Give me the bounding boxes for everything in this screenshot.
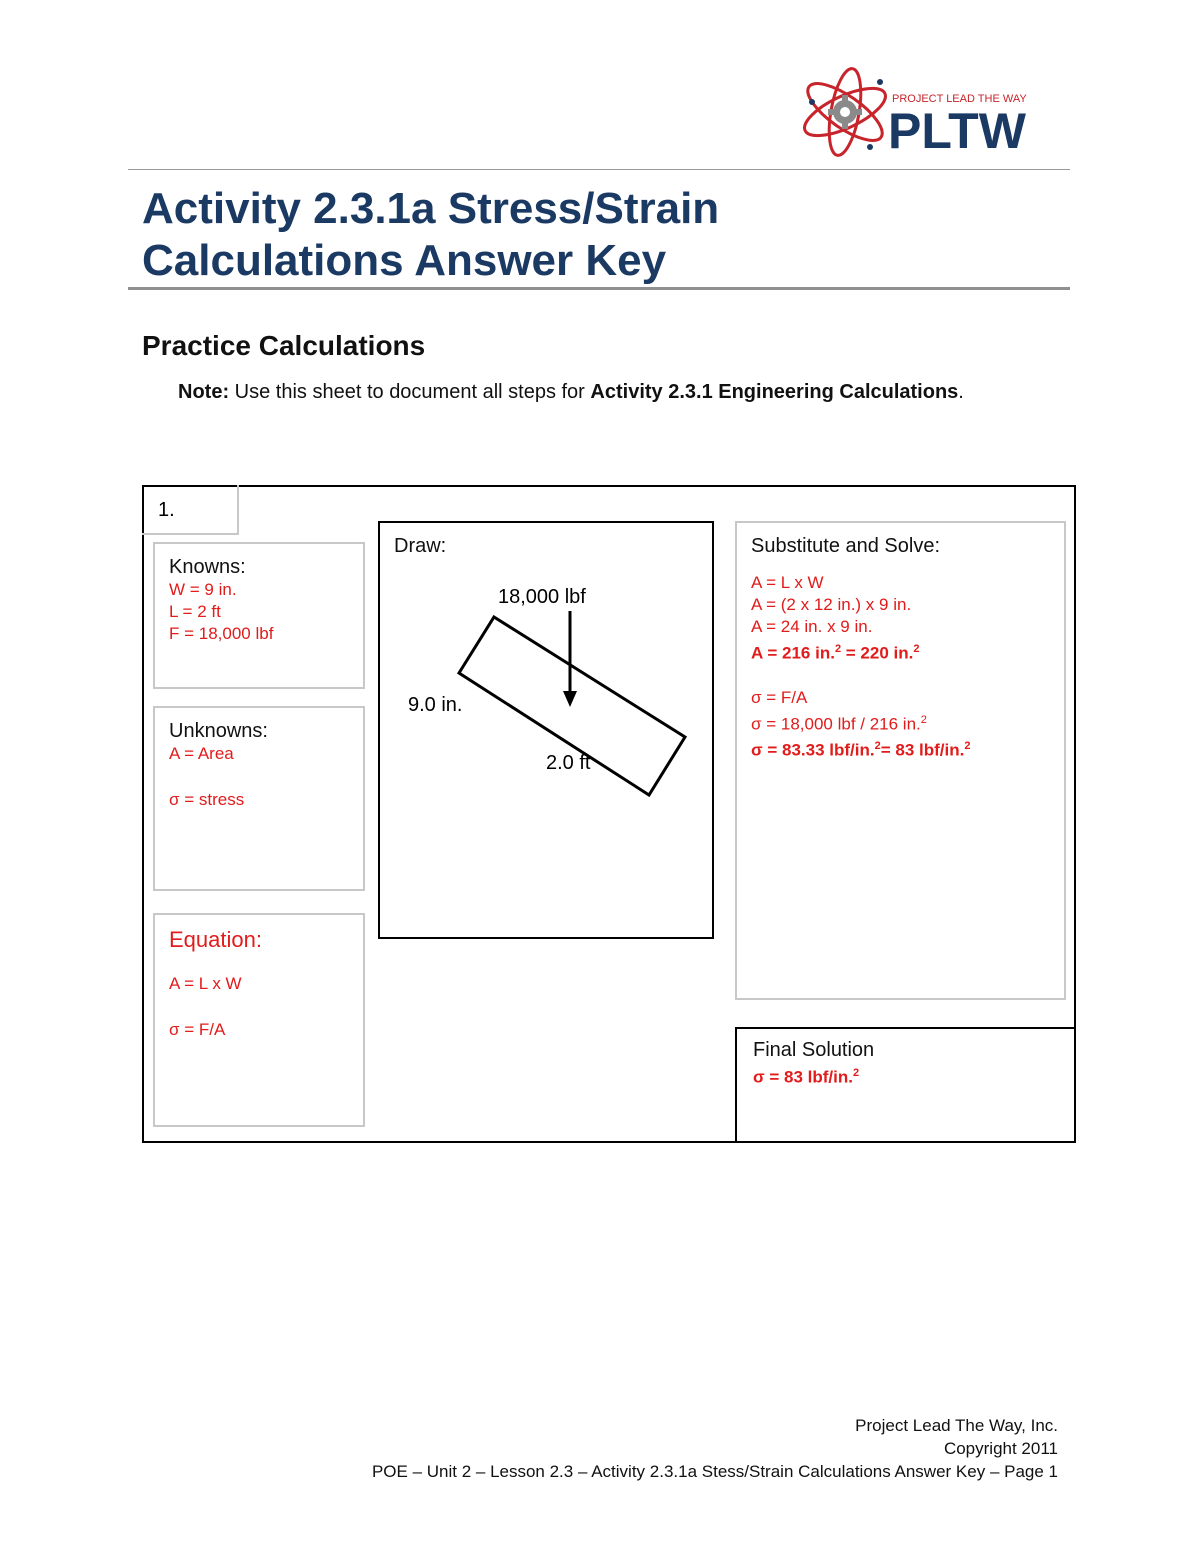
solve-label: Substitute and Solve: (751, 535, 941, 557)
solve-stress-step-2: σ = 18,000 lbf / 216 in.$^2$ (751, 713, 927, 734)
section-heading: Practice Calculations (142, 330, 426, 361)
note-label: Note: (178, 381, 230, 403)
width-label: 9.0 in. (408, 694, 463, 716)
problem-number-box (142, 485, 239, 535)
solve-area-step-2: A = (2 x 12 in.) x 9 in. (751, 595, 912, 614)
draw-panel (378, 521, 714, 939)
equation-stress: σ = F/A (169, 1020, 226, 1039)
footer-company: Project Lead The Way, Inc. (855, 1416, 1058, 1435)
solve-area-step-1: A = L x W (751, 573, 824, 592)
knowns-label: Knowns: (169, 556, 246, 578)
title-line-2: Calculations Answer Key (142, 236, 667, 285)
final-solution-panel (735, 1027, 1074, 1141)
final-solution-label: Final Solution (753, 1039, 875, 1061)
title-underline (128, 287, 1070, 290)
note-paragraph (178, 378, 998, 406)
note-activity-ref: Activity 2.3.1 Engineering Calculations (590, 381, 959, 403)
unknowns-label: Unknowns: (169, 720, 268, 742)
page-title (142, 183, 1062, 287)
force-label: 18,000 lbf (498, 586, 586, 608)
note-end: . (958, 381, 964, 403)
solve-panel (735, 521, 1066, 1000)
beam-diagram (380, 523, 712, 937)
length-label: 2.0 ft (546, 752, 591, 774)
solve-area-result: A = 216 in.$^2$ = 220 in.$^2$ (751, 643, 920, 663)
title-line-1: Activity 2.3.1a Stress/Strain (142, 184, 720, 233)
unknowns-panel (153, 706, 365, 891)
known-length: L = 2 ft (169, 602, 221, 621)
logo-wordmark: PLTW (888, 103, 1026, 159)
unknown-stress: σ = stress (169, 790, 245, 809)
equation-panel (153, 913, 365, 1127)
equation-area: A = L x W (169, 974, 242, 993)
footer-document-ref: POE – Unit 2 – Lesson 2.3 – Activity 2.3.1a Stess/Strain Calculations Answer Key – Page 1 (371, 1462, 1058, 1481)
draw-label: Draw: (394, 535, 447, 557)
top-divider (128, 169, 1070, 170)
solve-stress-result: σ = 83.33 lbf/in.$^2$= 83 lbf/in.$^2$ (751, 740, 971, 760)
known-width: W = 9 in. (169, 580, 237, 599)
known-force: F = 18,000 lbf (169, 624, 274, 643)
solve-area-step-3: A = 24 in. x 9 in. (751, 617, 873, 636)
page-footer (158, 1414, 1058, 1483)
final-solution-value: σ = 83 lbf/in.$^2$ (753, 1067, 860, 1087)
knowns-panel (153, 542, 365, 689)
solve-stress-step-1: σ = F/A (751, 687, 808, 707)
footer-copyright: Copyright 2011 (943, 1439, 1058, 1458)
logo-tagline: PROJECT LEAD THE WAY (892, 93, 1027, 105)
equation-label: Equation: (169, 927, 262, 952)
pltw-logo (800, 62, 1062, 162)
note-text: Use this sheet to document all steps for (229, 381, 591, 403)
problem-number: 1. (158, 499, 175, 521)
force-arrow-head-icon (563, 691, 577, 707)
unknown-area: A = Area (169, 744, 234, 763)
